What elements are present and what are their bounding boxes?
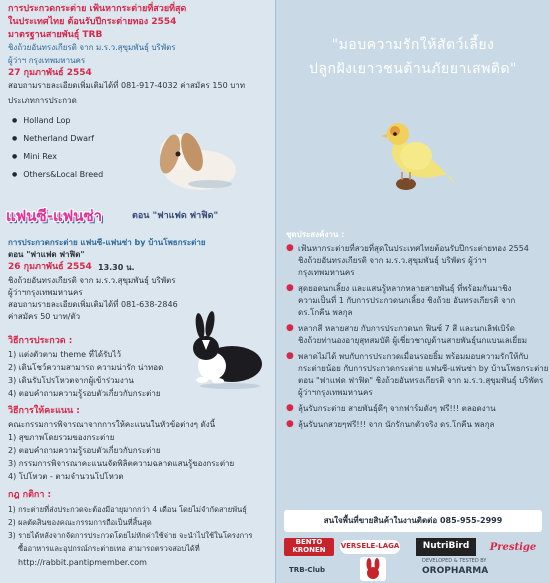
objective-line: เฟ้นหากระต่ายที่สวยที่สุดในประเทศไทยต้อนรับปีกระต่ายทอง 2554 [298,244,529,253]
bento-kronen-logo: BENTO KRONEN [284,538,334,556]
contest1-title: การประกวดกระต่าย เฟ้นหากระต่ายที่สวยที่สุด [8,4,187,14]
method-item: 2) เดินโชว์ความสามารถ ความน่ารัก น่าทอด [8,363,164,372]
contest-method-heading: วิธีการประกวด : [8,336,73,346]
right-panel [276,0,550,583]
contest1-standard: มาตรฐานสายพันธุ์ TRB [8,30,103,40]
rabbit-mascot-icon [360,557,386,581]
contest2-date: 26 กุมภาพันธ์ 2554 [8,262,92,272]
bullet-dot: ● [286,243,294,253]
objective-line: ตอน "ฟาแฟด ฟาฟิด" ชิงถ้วยอันทรงเกียรติ จาก ม.ร.ว.สุขุมพันธุ์ บริพัตร [298,376,544,385]
objective-line: กรุงเทพมหานคร [298,268,355,277]
contest2-fee: ค่าสมัคร 50 บาท/ตัว [8,312,81,321]
objective-line: สุดยอดนกเลิ้ยง และแสนรู้หลากหลายสายพันธุ์ ที่พร้อมกันมาชิง [298,284,512,293]
objective-line: ดร.โกคีน พลกุล [298,308,353,317]
contest2-time: 13.30 น. [98,263,135,272]
rule-continuation: ซื้ออาหารและอุปกรณ์กระต่ายเทอ สามารถตรวจสอบได้ที่ [18,544,200,553]
scoring-item: 4) โปโหวต - ตามจำนวนโปโหวต [8,472,124,481]
objective-line: ผู้ว่าฯกรุงเทพมหานคร [298,388,373,397]
method-item: 3) เดินรับโปรโหวตจากผู้เข้าร่วมงาน [8,376,134,385]
oropharma-logo: OROPHARMA [422,566,489,576]
contest1-date: 27 กุมภาพันธ์ 2554 [8,68,92,78]
objective-line: ชิงถ้วยท่านองอายุสุทสมบัติ ผู้เชี่ยวชาญด้านสายพันธุ์นกแบนเลเยี่ยม [298,336,528,345]
rule-item: 1) กระต่ายที่ส่งประกวดจะต้องมีอายุมากกว่า 4 เดือน โดยไม่จำกัดสายพันธุ์ [8,505,247,514]
bullet-dot: ● [286,323,294,333]
prestige-logo: Prestige [489,541,537,553]
contest1-trophy: ชิงถ้วยอันทรงเกียรติ จาก ม.ร.ว.สุขุมพันธุ์ บริพัตร [8,43,176,52]
trb-club-logo: TRB-Club [289,566,325,575]
contest2-episode: ตอน "ฟาแฟด ฟาฟิด" [8,250,85,259]
dutch-rabbit-image [180,310,270,390]
scoring-intro: คณะกรรมการพิจารณาจากการให้คะแนนในหัวข้อต่างๆ ดังนี้ [8,420,216,429]
scoring-item: 3) กรรมการพิจารณาคะแนนจัดพิลิตความฉลาดแสนรู้ของกระต่าย [8,459,235,468]
breed-item: ● Others&Local Breed [12,170,103,179]
bullet-dot: ● [286,419,294,429]
bullet-dot: ● [286,351,294,361]
contest2-governor: ผู้ว่าฯกรุงเทพมหานคร [8,288,83,297]
objective-line: ลุ้นรับกระต่าย สายพันธุ์ดีๆ จากฟาร์มดังๆ ฟรี!!! ตลอดงาน [298,404,496,413]
contest-categories-heading: ประเภทการประกวด [8,96,77,105]
contest2-title: การประกวดกระต่าย แฟนซี-แฟนซ่า by บ้านโพธกระต่าย [8,238,206,247]
fancy-fancha-logo: แฟนซี-แฟนซ่า [6,207,103,225]
contest1-subtitle: ในประเทศไทย ต้อนรับปีกระต่ายทอง 2554 [8,17,177,27]
contest1-contact: สอบถามรายละเอียดเพิ่มเติมได้ที่ 081-917-4032 ค่าสมัคร 150 บาท [8,81,246,90]
rules-heading: กฎ กติกา : [8,490,52,500]
objective-line: ชิงถ้วยอันทรงเกียรติ จาก ม.ร.ว.สุขุมพันธุ์ บริพัตร ผู้ว่าฯ [298,256,487,265]
contest2-trophy: ชิงถ้วยอันทรงเกียรติ จาก ม.ร.ว.สุขุมพันธุ์ บริพัตร [8,276,176,285]
contest2-contact: สอบถามรายละเอียดเพิ่มเติมได้ที่ 081-638-2846 [8,300,178,309]
vendor-contact-box: สนใจพื้นที่ขายสินค้าในงานติดต่อ 085-955-2999 [284,510,542,532]
scoring-heading: วิธีการให้คะแนน : [8,406,80,416]
objective-line: หลากสี หลายสาย กับการประกวดนก ฟินซ์ 7 สี และนกเลิฟเบิร์ด [298,324,515,333]
objective-line: ความเป็นที่ 1 กับการประกวดนกเลิ้ยง ชิงถ้วย อันทรงเกียรติ จาก [298,296,516,305]
objective-line: พลาดไม่ได้ พบกับการประกวดเมื่อนรอยยิ้ม พร้อมมอบความรักให้กับ [298,352,529,361]
bullet-dot: ● [286,283,294,293]
breed-item: ● Netherland Dwarf [12,134,94,143]
scoring-item: 1) สุขภาพโดยรวมของกระต่าย [8,433,115,442]
rule-item: 3) รายได้หลังจากจัดการประกวดโดยไม่หักค่าใช้จ่าย จะนำไปใช้ในโครงการ [8,531,253,540]
rule-item: 2) ผลตัดสินของคณะกรรมการถือเป็นที่สิ้นสุด [8,518,152,527]
contest1-governor: ผู้ว่าฯ กรุงเทพมหานคร [8,56,86,65]
canary-bird-image [376,112,456,196]
objective-line: กระต่ายน้อย กับการประกวดกระต่าย แฟนซี-แฟนซ่า by บ้านโพธกระต่าย [298,364,549,373]
brand-episode: ตอน "ฟาแฟด ฟาฟิด" [132,211,219,221]
lop-rabbit-image [150,120,240,192]
website-link[interactable]: http://rabbit.pantipmember.com [18,558,147,567]
breed-item: ● Holland Lop [12,116,71,125]
nutribird-logo: NutriBird [416,538,476,556]
slogan-line-1: "มอบความรักให้สัตว์เลี้ยง [331,37,495,53]
method-item: 4) ตอบคำถามความรู้รอบตัวเกี่ยวกับกระต่าย [8,389,161,398]
objective-line: ลุ้นรับนกสวยๆฟรี!!! จาก นักรักนกตัวจริง ดร.โกคีน พลกุล [298,420,495,429]
scoring-item: 2) ตอบคำถามความรู้รอบตัวเกี่ยวกับกระต่าย [8,446,161,455]
oropharma-tagline: DEVELOPED & TESTED BY [422,558,487,564]
versele-laga-logo: VERSELE-LAGA [340,540,400,554]
objectives-heading: ชุดประสงค์งาน : [286,230,345,239]
method-item: 1) แต่งตัวตาม theme ที่ได้รับไว้ [8,350,121,359]
breed-item: ● Mini Rex [12,152,57,161]
bullet-dot: ● [286,403,294,413]
slogan-line-2: ปลูกฝังเยาวชนต้านภัยยาเสพติด" [309,61,517,77]
